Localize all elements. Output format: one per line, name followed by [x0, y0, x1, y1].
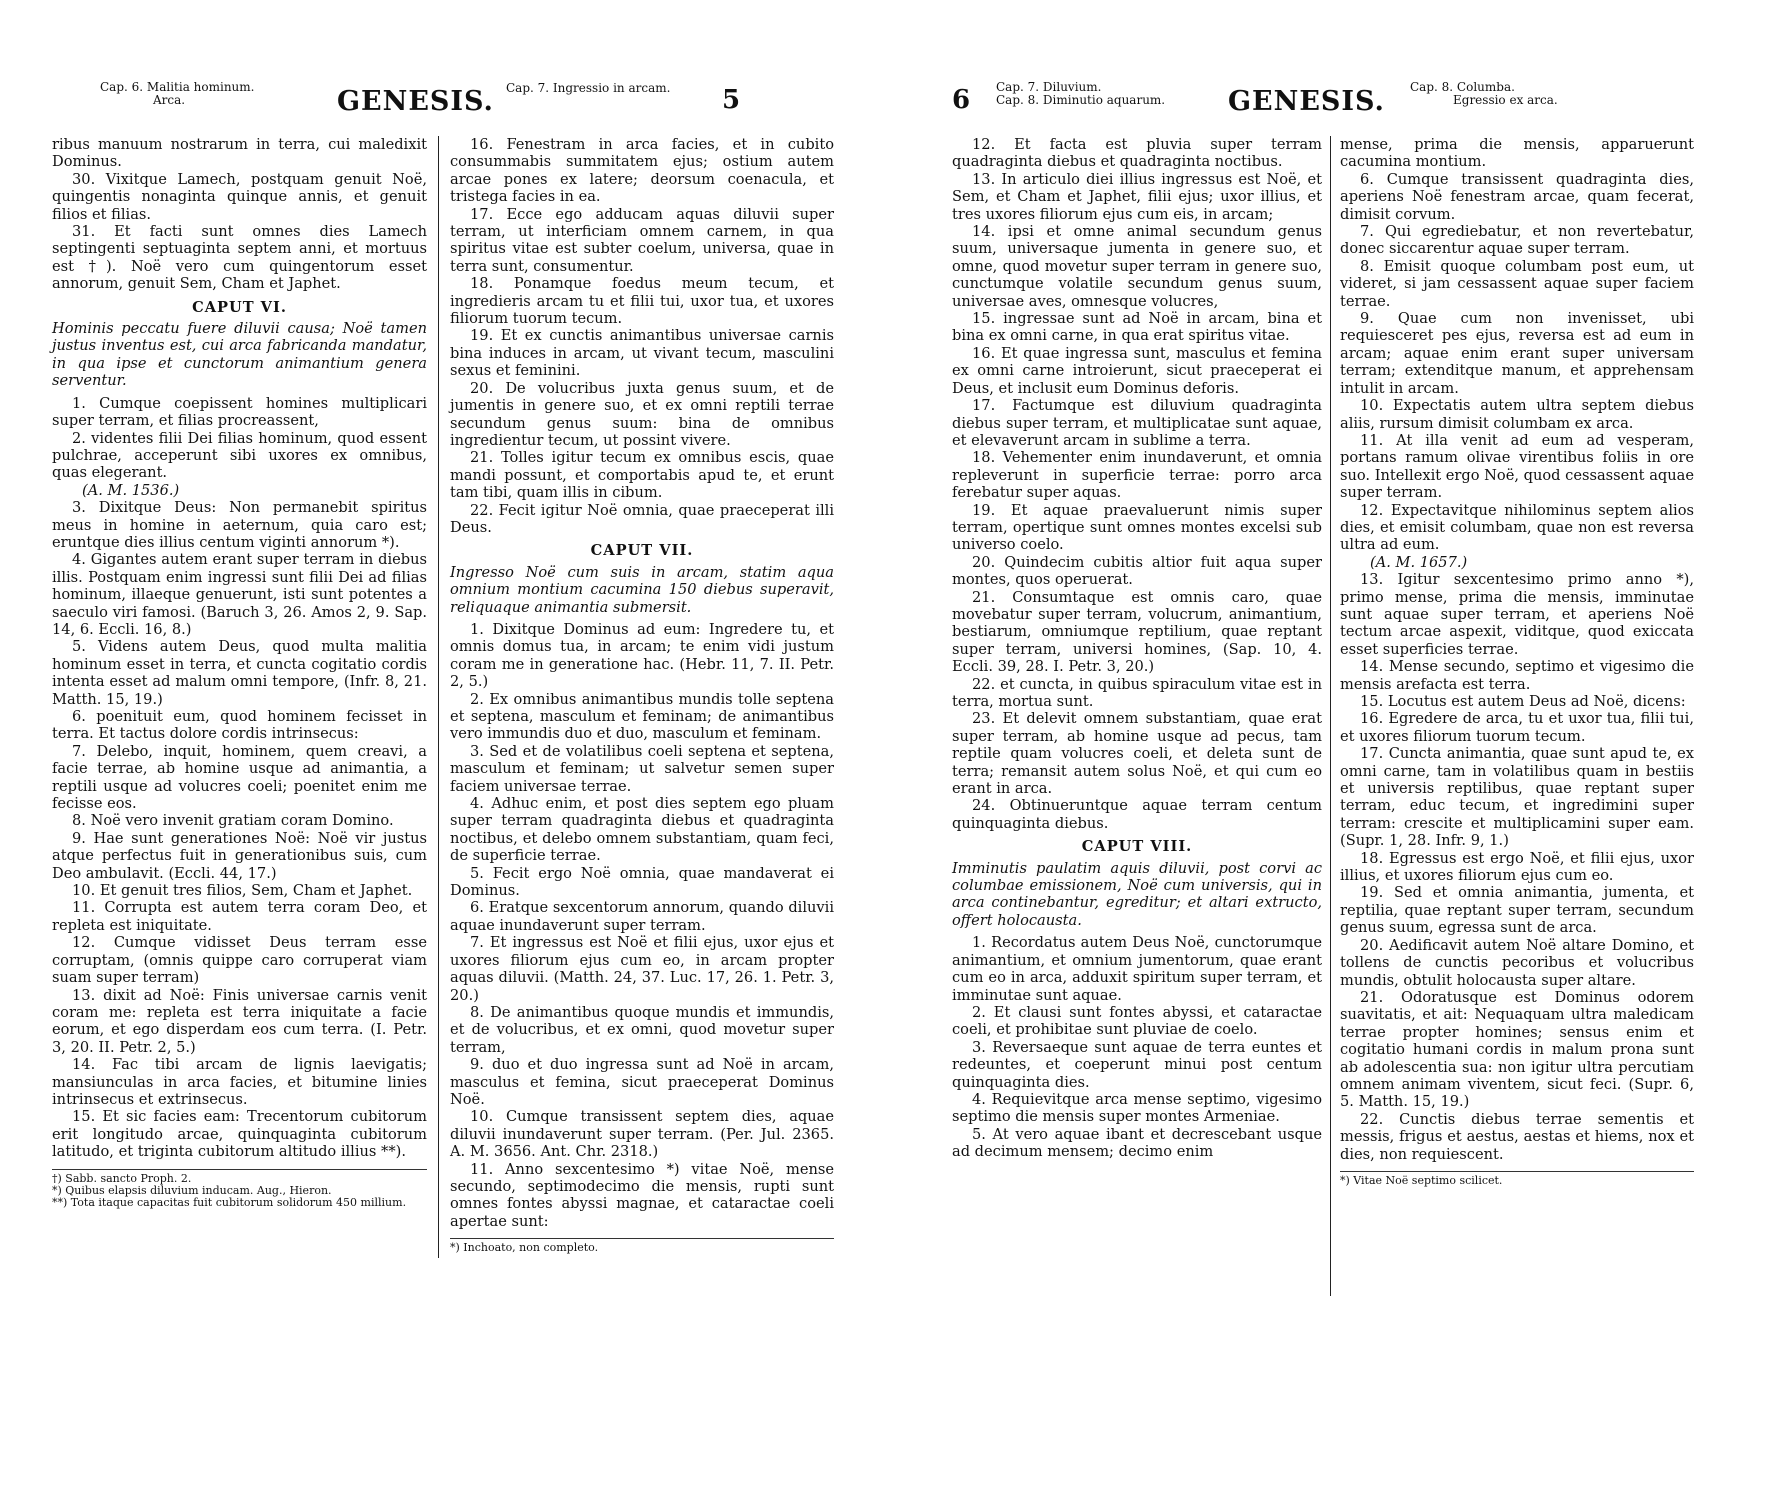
verse: 7. Delebo, inquit, hominem, quem creavi, a facie terrae, ab homine usque ad animantia, a reptili usque ad volucres coeli; poenitet enim me fecisse eos. [52, 742, 427, 813]
verse: 20. De volucribus juxta genus suum, et de jumentis in genere suo, et ex omni reptili terrae secundum genus suum: bina de omnibus ingredientur tecum, ut possint vivere. [450, 379, 834, 449]
verse: 4. Requievitque arca mense septimo, vigesimo septimo die mensis super montes Armeniae. [952, 1090, 1322, 1126]
verse: 5. At vero aquae ibant et decrescebant usque ad decimum mensem; decimo enim [952, 1125, 1322, 1161]
verse: 2. videntes filii Dei filias hominum, quod essent pulchrae, acceperunt sibi uxores ex omnibus, quas elegerant. [52, 429, 427, 482]
verse: 6. poenituit eum, quod hominem fecisset in terra. Et tactus dolore cordis intrinsecus: [52, 708, 427, 743]
verse: 18. Ponamque foedus meum tecum, et ingredieris arcam tu et filii tui, uxor tua, et uxores filiorum tuorum tecum. [450, 275, 834, 328]
column-divider [1330, 136, 1331, 1296]
footnote: *) Quibus elapsis diluvium inducam. Aug., Hieron. [52, 1183, 332, 1197]
left-page-column-1 [52, 136, 427, 1209]
verse: 17. Ecce ego adducam aquas diluvii super terram, ut interficiam omnem carnem, in qua spiritus vitae est subter coelum, universa, quae in terra sunt, consumentur. [450, 205, 834, 275]
chapter-heading: CAPUT VI. [192, 298, 287, 316]
verse: 22. Fecit igitur Noë omnia, quae praeceperat illi Deus. [450, 501, 834, 536]
verse: 2. Ex omnibus animantibus mundis tolle septena et septena, masculum et feminam; de animantibus vero immundis duo et duo, masculum et feminam. [450, 690, 834, 743]
right-header-chapter-note: Cap. 8. Columba. [1410, 80, 1515, 94]
verse: 21. Consumtaque est omnis caro, quae movebatur super terram, volucrum, animantium, bestiarum, omniumque reptilium, quae reptant super terram, universi homines, (Sap. 10, 4. Eccli. 39, 28. I. Petr. 3, 20.) [952, 588, 1322, 676]
verse: 30. Vixitque Lamech, postquam genuit Noë, quingentis nonaginta quinque annis, et genuit filios et filias. [52, 170, 427, 223]
verse: 18. Vehementer enim inundaverunt, et omnia repleverunt in superficie terrae: porro arca ferebatur super aquas. [952, 449, 1322, 502]
footnote: **) Tota itaque capacitas fuit cubitorum solidorum 450 millium. [52, 1195, 407, 1209]
verse: 14. Mense secundo, septimo et vigesimo die mensis arefacta est terra. [1340, 658, 1694, 693]
right-page-header [952, 78, 1694, 122]
verse: 6. Cumque transissent quadraginta dies, aperiens Noë fenestram arcae, quam fecerat, dimisit corvum. [1340, 170, 1694, 223]
verse: 13. dixit ad Noë: Finis universae carnis venit coram me: repleta est terra iniquitate a facie eorum, et ego disperdam eos cum terra. (I. Petr. 3, 20. II. Petr. 2, 5.) [52, 986, 427, 1056]
right-page [952, 78, 1694, 1438]
verse: 6. Eratque sexcentorum annorum, quando diluvii aquae inundaverunt super terram. [450, 899, 834, 934]
verse: 17. Cuncta animantia, quae sunt apud te, ex omni carne, tam in volatilibus quam in bestiis et universis reptilibus, quae reptant super terram, educ tecum, et ingredimini super terram: crescite et multiplicamini super eam. (Supr. 1, 28. Infr. 9, 1.) [1340, 745, 1694, 850]
footnote: *) Inchoato, non completo. [450, 1241, 599, 1255]
verse: mense, prima die mensis, apparuerunt cacumina montium. [1340, 136, 1694, 171]
chapter-heading: CAPUT VII. [590, 542, 694, 560]
verse: 3. Dixitque Deus: Non permanebit spiritus meus in homine in aeternum, quia caro est; eruntque dies illius centum viginti annorum *). [52, 499, 427, 551]
chapter-summary: Hominis peccatu fuere diluvii causa; Noë tamen justus inventus est, cui arca fabricanda mandatur, in qua ipse et cunctorum animantium genera serventur. [52, 320, 427, 390]
left-header-chapter-note-sub: Cap. 8. Diminutio aquarum. [996, 93, 1166, 107]
verse: 22. Cunctis diebus terrae sementis et messis, frigus et aestus, aestas et hiems, nox et dies, non requiescent. [1340, 1110, 1694, 1163]
verse: 11. At illa venit ad eum ad vesperam, portans ramum olivae virentibus foliis in ore suo. Intellexit ergo Noë, quod cessassent aquae super terram. [1340, 431, 1694, 502]
left-header-chapter-note: Cap. 7. Diluvium. [996, 80, 1102, 94]
verse: 1. Recordatus autem Deus Noë, cunctorumque animantium, et omnium jumentorum, quae erant cum eo in arca, adduxit spiritum super terram, et imminutae sunt aquae. [952, 934, 1322, 1004]
verse: 16. Egredere de arca, tu et uxor tua, filii tui, et uxores filiorum tuorum tecum. [1340, 710, 1694, 745]
verse: ribus manuum nostrarum in terra, cui maledixit Dominus. [52, 136, 427, 171]
verse: 8. De animantibus quoque mundis et immundis, et de volucribus, et ex omni, quod movetur super terram, [450, 1003, 834, 1056]
chapter-heading: CAPUT VIII. [1081, 838, 1193, 856]
verse: 13. In articulo diei illius ingressus est Noë, et Sem, et Cham et Japhet, filii ejus; uxor illius, et tres uxores filiorum ejus cum eis, in arcam; [952, 170, 1322, 223]
page-title: GENESIS. [1228, 86, 1385, 117]
left-page-column-2 [450, 136, 834, 1254]
left-page-header [52, 78, 838, 122]
verse: 10. Et genuit tres filios, Sem, Cham et Japhet. [72, 882, 413, 900]
verse: 22. et cuncta, in quibus spiraculum vitae est in terra, mortua sunt. [952, 675, 1322, 710]
footnotes [1340, 1171, 1694, 1187]
footnotes [52, 1169, 427, 1209]
verse: 4. Gigantes autem erant super terram in diebus illis. Postquam enim ingressi sunt filii Dei ad filias hominum, illaeque genuerunt, isti sunt potentes a saeculo viri famosi. (Baruch 3, 26. Amos 2, 9. Sap. 14, 6. Eccli. 16, 8.) [52, 551, 427, 638]
verse: 21. Tolles igitur tecum ex omnibus escis, quae mandi possunt, et comportabis apud te, et erunt tam tibi, quam illis in cibum. [450, 449, 834, 502]
left-header-chapter-note: Cap. 6. Malitia hominum. [100, 80, 255, 94]
verse: 12. Cumque vidisset Deus terram esse corruptam, (omnis quippe caro corruperat viam suam super terram) [52, 934, 427, 987]
verse: 13. Igitur sexcentesimo primo anno *), primo mense, prima die mensis, imminutae sunt aquae super terram, et aperiens Noë tectum arcae aspexit, viditque, quod exiccata esset superficies terrae. [1340, 571, 1694, 658]
verse: 23. Et delevit omnem substantiam, quae erat super terram, ab homine usque ad pecus, tam reptile quam volucres coeli, et deleta sunt de terra; remansit autem solus Noë, et qui cum eo erant in arca. [952, 710, 1322, 798]
verse: 7. Et ingressus est Noë et filii ejus, uxor ejus et uxores filiorum ejus cum eo, in arcam propter aquas diluvii. (Matth. 24, 37. Luc. 17, 26. 1. Petr. 3, 20.) [450, 934, 834, 1004]
verse: 10. Expectatis autem ultra septem diebus aliis, rursum dimisit columbam ex arca. [1340, 397, 1694, 432]
verse: 24. Obtinueruntque aquae terram centum quinquaginta diebus. [952, 797, 1322, 832]
verse: 16. Fenestram in arca facies, et in cubito consummabis summitatem ejus; ostium autem arcae pones ex latere; deorsum coenacula, et tristega facies in ea. [450, 136, 834, 206]
verse: 1. Dixitque Dominus ad eum: Ingredere tu, et omnis domus tua, in arcam; te enim vidi justum coram me in generatione hac. (Hebr. 11, 7. II. Petr. 2, 5.) [450, 620, 834, 691]
column-divider [438, 136, 439, 1258]
verse: 17. Factumque est diluvium quadraginta diebus super terram, et multiplicatae sunt aquae, et elevaverunt arcam in sublime a terra. [952, 397, 1322, 449]
verse: 5. Videns autem Deus, quod multa malitia hominum esset in terra, et cuncta cogitatio cordis intenta esset ad malum omni tempore, (Infr. 8, 21. Matth. 15, 19.) [52, 638, 427, 708]
left-header-chapter-note-sub: Arca. [153, 93, 186, 107]
verse: 19. Et ex cunctis animantibus universae carnis bina induces in arcam, ut vivant tecum, masculini sexus et feminini. [450, 327, 834, 380]
verse: 20. Aedificavit autem Noë altare Domino, et tollens de cunctis pecoribus et volucribus mundis, obtulit holocausta super altare. [1340, 936, 1694, 989]
verse: 21. Odoratusque est Dominus odorem suavitatis, et ait: Nequaquam ultra maledicam terrae propter homines; sensus enim et cogitatio humani cordis in malum prona sunt ab adolescentia sua: non igitur ultra percutiam omnem animam viventem, sicut feci. (Supr. 6, 5. Matth. 15, 19.) [1340, 988, 1694, 1111]
verse: 19. Sed et omnia animantia, jumenta, et reptilia, quae reptant super terram, secundum genus suum, egressa sunt de arca. [1340, 884, 1694, 937]
verse: 4. Adhuc enim, et post dies septem ego pluam super terram quadraginta diebus et quadraginta noctibus, et delebo omnem substantiam, quam feci, de superficie terrae. [450, 795, 834, 865]
verse: 2. Et clausi sunt fontes abyssi, et cataractae coeli, et prohibitae sunt pluviae de coelo. [952, 1003, 1322, 1039]
verse: 5. Fecit ergo Noë omnia, quae mandaverat ei Dominus. [450, 864, 834, 900]
page-number: 6 [952, 85, 971, 115]
verse: 31. Et facti sunt omnes dies Lamech septingenti septuaginta septem anni, et mortuus est †). Noë vero cum quingentorum esset annorum, genuit Sem, Cham et Japhet. [52, 223, 427, 293]
verse: 19. Et aquae praevaluerunt nimis super terram, opertique sunt omnes montes excelsi sub universo coelo. [952, 501, 1322, 554]
verse: 14. Fac tibi arcam de lignis laevigatis; mansiunculas in arca facies, et bitumine linies intrinsecus et extrinsecus. [52, 1056, 427, 1108]
right-header-chapter-note: Cap. 7. Ingressio in arcam. [506, 81, 671, 95]
verse: 15. ingressae sunt ad Noë in arcam, bina et bina ex omni carne, in qua erat spiritus vitae. [952, 310, 1322, 345]
verse: 9. duo et duo ingressa sunt ad Noë in arcam, masculus et femina, sicut praeceperat Dominus Noë. [450, 1056, 834, 1108]
page-number: 5 [722, 85, 741, 115]
right-page-column-2 [1340, 136, 1694, 1187]
footnote: †) Sabb. sancto Proph. 2. [52, 1171, 192, 1185]
verse: 3. Sed et de volatilibus coeli septena et septena, masculum et feminam; ut salvetur semen super faciem universae terrae. [450, 742, 834, 795]
verse: 10. Cumque transissent septem dies, aquae diluvii inundaverunt super terram. (Per. Jul. 2365. A. M. 3656. Ant. Chr. 2318.) [450, 1108, 834, 1161]
verse: 14. ipsi et omne animal secundum genus suum, universaque jumenta in genere suo, et omne, quod movetur super terram in genere suo, cunctumque volatile secundum genus suum, universae aves, omnesque volucres, [952, 223, 1322, 310]
year-note: (A. M. 1657.) [1370, 553, 1468, 571]
right-page-column-1 [952, 136, 1322, 1161]
right-header-chapter-note-sub: Egressio ex arca. [1453, 93, 1558, 107]
verse: 15. Et sic facies eam: Trecentorum cubitorum erit longitudo arcae, quinquaginta cubitorum latitudo, et triginta cubitorum altitudo illius **). [52, 1108, 427, 1161]
verse: 11. Corrupta est autem terra coram Deo, et repleta est iniquitate. [52, 899, 427, 934]
verse: 18. Egressus est ergo Noë, et filii ejus, uxor illius, et uxores filiorum ejus cum eo. [1340, 849, 1694, 885]
year-note: (A. M. 1536.) [82, 481, 180, 499]
verse: 16. Et quae ingressa sunt, masculus et femina ex omni carne introierunt, sicut praeceperat ei Deus, et inclusit eum Dominus deforis. [952, 344, 1322, 397]
verse: 9. Quae cum non invenisset, ubi requiesceret pes ejus, reversa est ad eum in arcam; aquae enim erant super universam terram; extenditque manum, et apprehensam intulit in arcam. [1340, 310, 1694, 397]
chapter-summary: Imminutis paulatim aquis diluvii, post corvi ac columbae emissionem, Noë cum universis, qui in arca continebantur, egreditur; et altari extructo, offert holocausta. [952, 859, 1322, 929]
verse: 1. Cumque coepissent homines multiplicari super terram, et filias procreassent, [52, 394, 427, 430]
verse: 8. Noë vero invenit gratiam coram Domino. [72, 812, 394, 830]
left-page [52, 78, 838, 1438]
page-title: GENESIS. [337, 86, 494, 117]
verse: 12. Expectavitque nihilominus septem alios dies, et emisit columbam, quae non est reversa ultra ad eum. [1340, 501, 1694, 554]
footnotes [450, 1238, 834, 1254]
verse: 12. Et facta est pluvia super terram quadraginta diebus et quadraginta noctibus. [952, 136, 1322, 171]
footnote: *) Vitae Noë septimo scilicet. [1340, 1173, 1503, 1187]
verse: 9. Hae sunt generationes Noë: Noë vir justus atque perfectus fuit in generationibus suis, cum Deo ambulavit. (Eccli. 44, 17.) [52, 829, 427, 882]
verse: 7. Qui egrediebatur, et non revertebatur, donec siccarentur aquae super terram. [1340, 223, 1694, 258]
verse: 8. Emisit quoque columbam post eum, ut videret, si jam cessassent aquae super faciem terrae. [1340, 257, 1694, 310]
verse: 15. Locutus est autem Deus ad Noë, dicens: [1360, 693, 1686, 710]
verse: 3. Reversaeque sunt aquae de terra euntes et redeuntes, et coeperunt minui post centum quinquaginta dies. [952, 1038, 1322, 1091]
verse: 11. Anno sexcentesimo *) vitae Noë, mense secundo, septimodecimo die mensis, rupti sunt omnes fontes abyssi magnae, et cataractae coeli apertae sunt: [450, 1160, 834, 1230]
chapter-summary: Ingresso Noë cum suis in arcam, statim aqua omnium montium cacumina 150 diebus superavit, reliquaque animantia submersit. [450, 563, 834, 616]
verse: 20. Quindecim cubitis altior fuit aqua super montes, quos operuerat. [952, 553, 1322, 589]
